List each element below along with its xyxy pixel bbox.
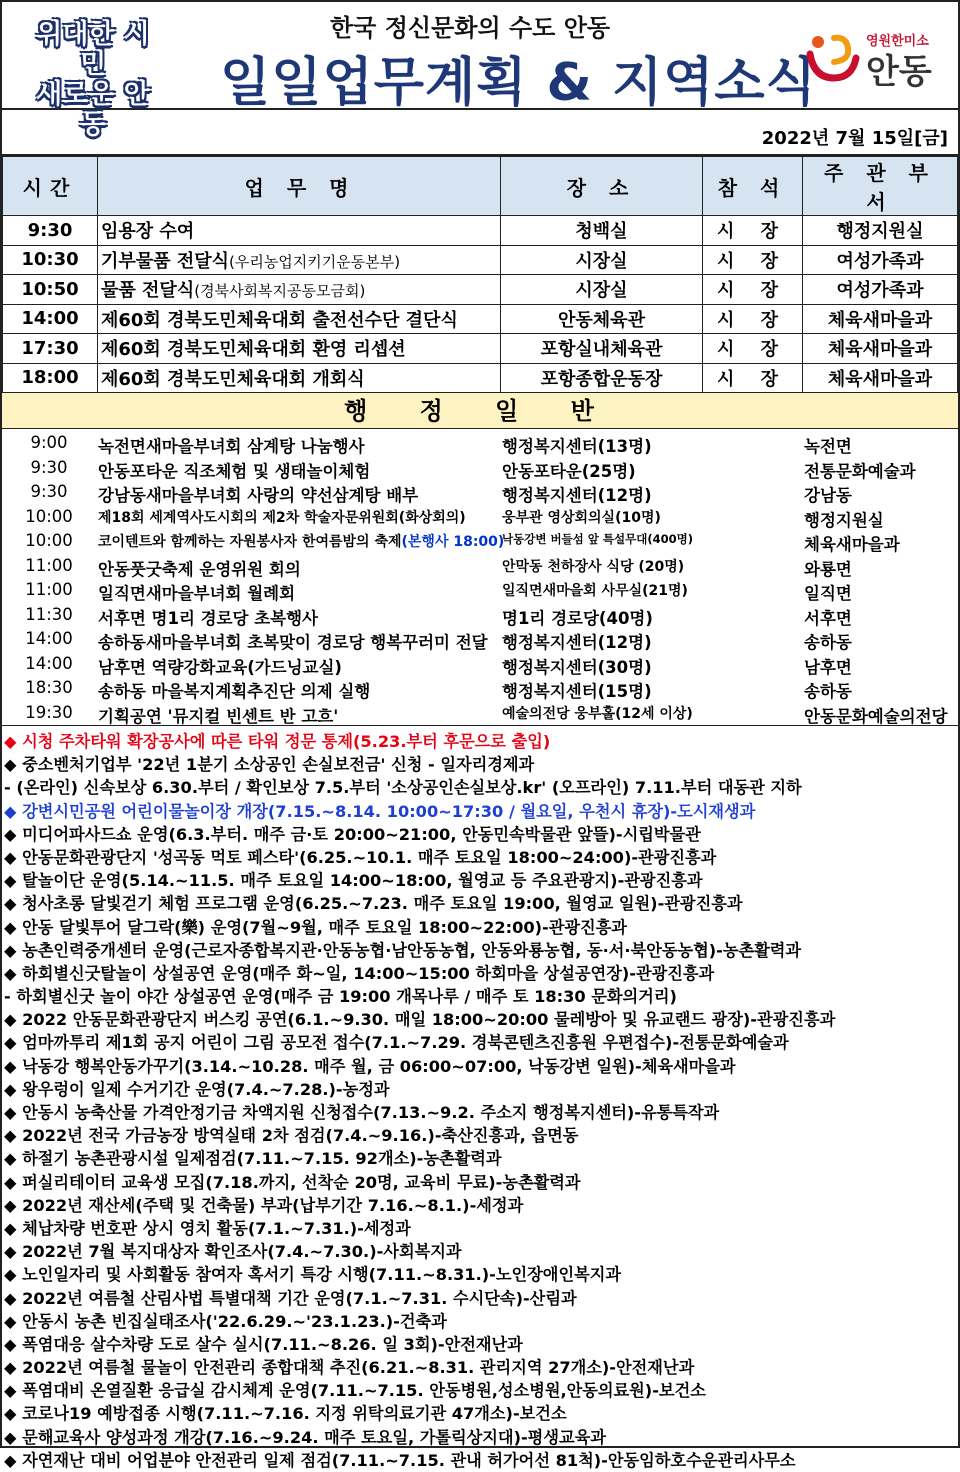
row-dept: 여성가족과: [803, 275, 958, 305]
news-item: ◆ 문해교육사 양성과정 개강(7.16.~9.24. 매주 토요일, 가톨릭상지대)-평생교육과: [4, 1427, 606, 1447]
admin-task: 송하동새마을부녀회 초복맞이 경로당 행복꾸러미 전달: [98, 633, 488, 652]
row-task: 기부물품 전달식(우리농업지키기운동본부): [98, 245, 501, 275]
admin-list: [2, 429, 958, 725]
news-item: ◆ 2022년 전국 가금농장 방역실태 2차 점검(7.4.~9.16.)-축산진흥과, 읍면동: [4, 1126, 579, 1146]
news-item: ◆ 2022년 7월 복지대상자 확인조사(7.4.~7.30.)-사회복지과: [4, 1242, 462, 1262]
row-time: 14:00: [3, 304, 98, 334]
row-task: 임용장 수여: [98, 216, 501, 246]
news-item: ◆ 왕우렁이 일제 수거기간 운영(7.4.~7.28.)-농정과: [4, 1079, 390, 1099]
admin-dept: 와룡면: [804, 559, 852, 579]
news-item: ◆ 폭염대비 온열질환 응급실 감시체계 운영(7.11.~7.15. 안동병원,성소병원,안동의료원)-보건소: [4, 1381, 706, 1401]
admin-task: 안동포타운 직조체험 및 생태놀이체험: [98, 461, 371, 481]
admin-place: 웅부관 영상회의실(10명): [502, 509, 661, 526]
admin-place: 예술의전당 웅부홀(12세 이상): [502, 705, 693, 722]
row-attend: 시 장: [703, 304, 803, 334]
admin-task: 강남동새마을부녀회 사랑의 약선삼계탕 배부: [98, 486, 419, 505]
list-item: [2, 652, 958, 677]
list-item: [2, 554, 958, 579]
row-dept: 여성가족과: [803, 245, 958, 275]
slogan-line2: 새로운 안동: [36, 79, 150, 140]
admin-task: 제18회 세계역사도시회의 제2차 학술자문위원회(화상회의): [98, 509, 466, 526]
table-row: [3, 363, 958, 393]
admin-time: 11:30: [25, 604, 73, 624]
news-item: ◆ 하절기 농촌관광시설 일제점검(7.11.~7.15. 92개소)-농촌활력과: [4, 1149, 502, 1169]
admin-section-title: 행 정 일 반: [2, 393, 958, 429]
news-item: ◆ 낙동강 행복안동가꾸기(3.14.~10.28. 매주 월, 금 06:00~07:00, 낙동강변 일원)-체육새마을과: [4, 1056, 736, 1076]
row-place: 시장실: [501, 245, 703, 275]
row-time: 10:50: [3, 275, 98, 305]
row-time: 18:00: [3, 363, 98, 393]
news-item: ◆ 안동 달빛투어 달그락(樂) 운영(7월~9월, 매주 토요일 18:00~22:00)-관광진흥과: [4, 917, 627, 937]
news-item: ◆ 폭염대응 살수차량 도로 살수 실시(7.11.~8.26. 일 3회)-안전재난과: [4, 1334, 523, 1354]
news-item: ◆ 탈놀이단 운영(5.14.~11.5. 매주 토요일 14:00~18:00, 월영교 등 주요관광지)-관광진흥과: [4, 871, 703, 891]
report-date: 2022년 7월 15일[금]: [761, 128, 948, 149]
admin-place: 행정복지센터(15명): [502, 682, 652, 701]
news-item: ◆ 중소벤처기업부 '22년 1분기 소상공인 손실보전금' 신청 - 일자리경제과: [4, 755, 535, 775]
news-item: ◆ 강변시민공원 어린이물놀이장 개장(7.15.~8.14. 10:00~17:30 / 월요일, 우천시 휴장)-도시재생과: [4, 801, 756, 821]
admin-place: 행정복지센터(12명): [502, 633, 652, 652]
news-item: - 하회별신굿 놀이 야간 상설공연 운영(매주 금 19:00 개목나루 / 매주 토 18:30 문화의거리): [4, 987, 677, 1007]
list-item: [2, 456, 958, 481]
col-time: 시간: [3, 157, 98, 216]
admin-dept: 서후면: [804, 608, 852, 628]
row-attend: 시 장: [703, 245, 803, 275]
table-row: [3, 245, 958, 275]
table-row: [3, 334, 958, 364]
admin-place: 일직면새마을회 사무실(21명): [502, 583, 688, 599]
col-task: 업 무 명: [98, 157, 501, 216]
admin-dept: 체육새마을과: [804, 535, 900, 554]
row-place: 포항종합운동장: [501, 363, 703, 393]
admin-task: 송하동 마을복지계획추진단 의제 실행: [98, 682, 371, 701]
admin-task: 일직면새마을부녀회 월례회: [98, 584, 296, 603]
list-item: [2, 505, 958, 530]
row-place: 포항실내체육관: [501, 334, 703, 364]
row-time: 17:30: [3, 334, 98, 364]
news-item: ◆ 2022 안동문화관광단지 버스킹 공연(6.1.~9.30. 매일 18:00~20:00 물레방아 및 유교랜드 광장)-관광진흥과: [4, 1010, 836, 1030]
row-attend: 시 장: [703, 216, 803, 246]
news-list: [2, 726, 958, 1472]
table-row: [3, 216, 958, 246]
admin-dept: 전통문화예술과: [804, 461, 916, 481]
table-row: [3, 275, 958, 305]
list-item: [2, 603, 958, 628]
schedule-table: [2, 156, 958, 393]
row-dept: 체육새마을과: [803, 334, 958, 364]
admin-task: 서후면 명1리 경로당 초복행사: [98, 608, 318, 628]
row-task: 물품 전달식(경북사회복지공동모금회): [98, 275, 501, 305]
news-item: ◆ 청사초롱 달빛걷기 체험 프로그램 운영(6.25.~7.23. 매주 토요일 19:00, 월영교 일원)-관광진흥과: [4, 894, 743, 914]
admin-time: 9:30: [30, 457, 68, 477]
admin-place: 행정복지센터(12명): [502, 486, 652, 505]
news-item: ◆ 자연재난 대비 어업분야 안전관리 일제 점검(7.11.~7.15. 관내 허가어선 81척)-안동임하호수운관리사무소: [4, 1450, 796, 1470]
schedule-header-row: [3, 157, 958, 216]
admin-task: 남후면 역량강화교육(가드닝교실): [98, 657, 342, 677]
page-title: 일일업무계획 & 지역소식: [220, 53, 817, 113]
news-item: ◆ 퍼실리테이터 교육생 모집(7.18.까지, 선착순 20명, 교육비 무료)-농촌활력과: [4, 1172, 581, 1192]
admin-task: 기획공연 '뮤지컬 빈센트 반 고흐': [98, 706, 339, 726]
admin-place: 낙동강변 버들섬 앞 특설무대(400명): [502, 532, 693, 546]
list-item: [2, 529, 958, 554]
admin-time: 11:00: [25, 555, 73, 575]
admin-dept: 녹전면: [804, 437, 852, 456]
list-item: [2, 431, 958, 456]
news-item: ◆ 안동문화관광단지 '성곡동 먹토 페스타'(6.25.~10.1. 매주 토요일 18:00~24:00)-관광진흥과: [4, 847, 717, 867]
row-attend: 시 장: [703, 363, 803, 393]
news-item: ◆ 엄마까투리 제1회 공지 어린이 그림 공모전 접수(7.1.~7.29. 경북콘텐츠진흥원 우편접수)-전통문화예술과: [4, 1033, 789, 1053]
smile-logo-icon: [804, 28, 862, 86]
news-item: ◆ 코로나19 예방접종 시행(7.11.~7.16. 지정 위탁의료기관 47개소)-보건소: [4, 1404, 567, 1424]
news-item: ◆ 농촌인력중개센터 운영(근로자종합복지관·안동농협·남안동농협, 안동와룡농협, 동·서·북안동농협)-농촌활력과: [4, 940, 802, 960]
admin-time: 9:00: [30, 433, 68, 452]
news-item: ◆ 2022년 재산세(주택 및 건축물) 부과(납부기간 7.16.~8.1.)-세정과: [4, 1195, 524, 1215]
row-task: 제60회 경북도민체육대회 개회식: [98, 363, 501, 393]
admin-task: 안동풋굿축제 운영위원 회의: [98, 559, 301, 579]
admin-dept: 송하동: [804, 633, 852, 652]
list-item: [2, 627, 958, 652]
admin-time: 18:30: [25, 678, 73, 697]
news-item: ◆ 체납차량 번호판 상시 영치 활동(7.1.~7.31.)-세정과: [4, 1218, 411, 1238]
admin-time: 14:00: [25, 653, 73, 673]
admin-time: 19:30: [25, 702, 73, 722]
col-dept: 주 관 부 서: [803, 157, 958, 216]
admin-time: 10:00: [25, 506, 73, 526]
row-attend: 시 장: [703, 275, 803, 305]
table-row: [3, 304, 958, 334]
list-item: [2, 578, 958, 603]
admin-place: 행정복지센터(13명): [502, 437, 652, 456]
row-dept: 체육새마을과: [803, 363, 958, 393]
admin-place: 안동포타운(25명): [502, 461, 636, 481]
admin-time: 9:30: [30, 482, 68, 501]
admin-dept: 행정지원실: [804, 510, 884, 530]
admin-place: 명1리 경로당(40명): [502, 608, 653, 628]
row-dept: 행정지원실: [803, 216, 958, 246]
admin-time: 14:00: [25, 629, 73, 648]
admin-time: 11:00: [25, 580, 73, 599]
list-item: [2, 701, 958, 726]
list-item: [2, 676, 958, 701]
news-item: ◆ 노인일자리 및 사회활동 참여자 혹서기 특강 시행(7.11.~8.31.)-노인장애인복지과: [4, 1265, 621, 1285]
row-time: 9:30: [3, 216, 98, 246]
slogan-badge: [24, 19, 162, 140]
row-task: 제60회 경북도민체육대회 환영 리셉션: [98, 334, 501, 364]
news-item: ◆ 안동시 농촌 빈집실태조사('22.6.29.~'23.1.23.)-건축과: [4, 1311, 447, 1331]
admin-task: 녹전면새마을부녀회 삼계탕 나눔행사: [98, 437, 365, 456]
admin-place: 행정복지센터(30명): [502, 657, 652, 677]
row-attend: 시 장: [703, 334, 803, 364]
row-dept: 체육새마을과: [803, 304, 958, 334]
news-item: - (온라인) 신속보상 6.30.부터 / 확인보상 7.5.부터 '소상공인손실보상.kr' (오프라인) 7.11.부터 대동관 지하: [4, 778, 802, 798]
logo-tagline: 영원한미소: [866, 34, 929, 49]
sub-title: 한국 정신문화의 수도 안동: [330, 14, 611, 42]
admin-dept: 송하동: [804, 682, 852, 701]
news-item: ◆ 시청 주차타워 확장공사에 따른 타워 정문 통제(5.23.부터 후문으로 출입): [4, 732, 551, 751]
date-row: [2, 110, 958, 156]
news-item: ◆ 안동시 농축산물 가격안정기금 차액지원 신청접수(7.13.~9.2. 주소지 행정복지센터)-유통특작과: [4, 1103, 720, 1122]
list-item: [2, 480, 958, 505]
row-place: 안동체육관: [501, 304, 703, 334]
logo-city: 안동: [866, 52, 932, 92]
admin-dept: 일직면: [804, 584, 852, 603]
news-item: ◆ 미디어파사드쇼 운영(6.3.부터. 매주 금·토 20:00~21:00, 안동민속박물관 앞뜰)-시립박물관: [4, 824, 701, 844]
row-task: 제60회 경북도민체육대회 출전선수단 결단식: [98, 304, 501, 334]
admin-dept: 남후면: [804, 657, 852, 677]
news-item: ◆ 2022년 여름철 산림사법 특별대책 기간 운영(7.1.~7.31. 수시단속)-산림과: [4, 1288, 577, 1308]
slogan-line1: 위대한 시민: [36, 19, 150, 80]
admin-task: 코이텐트와 함께하는 자원봉사자 한여름밤의 축제(본행사 18:00): [98, 534, 505, 550]
andong-logo: [804, 24, 934, 94]
admin-dept: 안동문화예술의전당: [804, 706, 948, 726]
row-time: 10:30: [3, 245, 98, 275]
admin-place: 안막동 천하장사 식당 (20명): [502, 558, 685, 575]
news-item: ◆ 2022년 여름철 물놀이 안전관리 종합대책 추진(6.21.~8.31. 관리지역 27개소)-안전재난과: [4, 1358, 695, 1378]
row-place: 청백실: [501, 216, 703, 246]
col-place: 장 소: [501, 157, 703, 216]
admin-dept: 강남동: [804, 486, 852, 505]
row-place: 시장실: [501, 275, 703, 305]
col-attend: 참 석: [703, 157, 803, 216]
news-item: ◆ 하회별신굿탈놀이 상설공연 운영(매주 화~일, 14:00~15:00 하회마을 상설공연장)-관광진흥과: [4, 963, 715, 983]
admin-time: 10:00: [25, 531, 73, 550]
